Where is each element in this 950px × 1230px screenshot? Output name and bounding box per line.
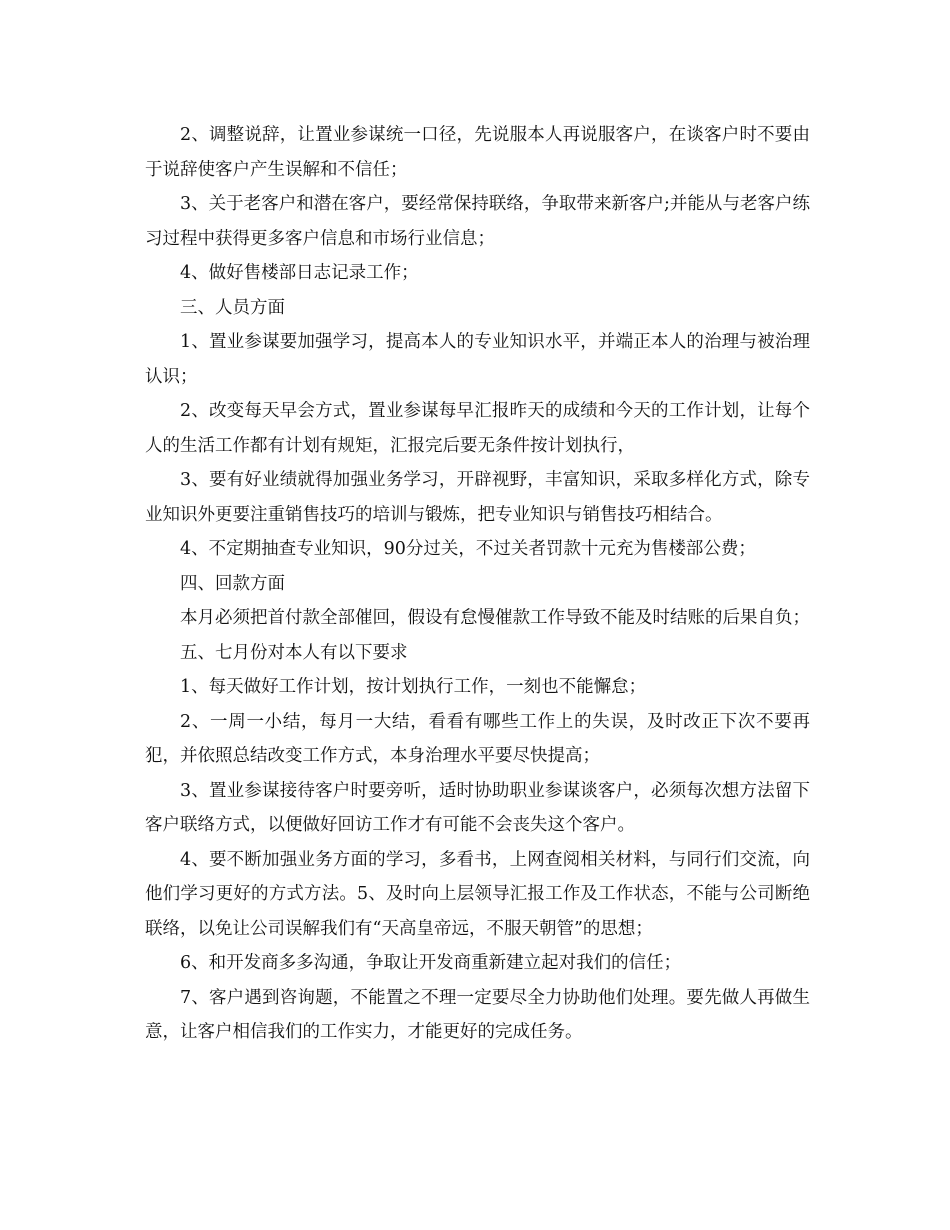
paragraph-morning-meeting: 2、改变每天早会方式，置业参谋每早汇报昨天的成绩和今天的工作计划，让每个人的生活工作都有计划有规矩，汇报完后要无条件按计划执行， xyxy=(145,401,810,456)
paragraph-continuous-learning: 4、要不断加强业务方面的学习，多看书，上网查阅相关材料，与同行们交流，向他们学习更好的方式方法。5、及时向上层领导汇报工作及工作状态，不能与公司断绝联络，以免让公司误解我们有“天高皇帝远，不服天朝管”的思想； xyxy=(145,849,810,939)
paragraph-knowledge-check: 4、不定期抽查专业知识，90分过关，不过关者罚款十元充为售楼部公费； xyxy=(180,539,756,559)
paragraph-developer-communication: 6、和开发商多多沟通，争取让开发商重新建立起对我们的信任； xyxy=(180,953,682,973)
paragraph-business-learning: 3、要有好业绩就得加强业务学习，开辟视野，丰富知识，采取多样化方式，除专业知识外更要注重销售技巧的培训与锻炼，把专业知识与销售技巧相结合。 xyxy=(145,470,810,525)
document-body xyxy=(145,118,810,1050)
section-heading-personnel: 三、人员方面 xyxy=(180,297,285,318)
section-heading-july-requirements: 五、七月份对本人有以下要求 xyxy=(180,642,408,663)
paragraph-weekly-summary: 2、一周一小结，每月一大结，看看有哪些工作上的失误，及时改正下次不要再犯，并依照总结改变工作方式，本身治理水平要尽快提高； xyxy=(145,711,810,766)
section-heading-payment: 四、回款方面 xyxy=(180,573,285,594)
paragraph-log-records: 4、做好售楼部日志记录工作； xyxy=(180,263,419,283)
paragraph-down-payment: 本月必须把首付款全部催回，假设有怠慢催款工作导致不能及时结账的后果自负； xyxy=(180,608,810,628)
paragraph-strengthen-learning: 1、置业参谋要加强学习，提高本人的专业知识水平，并端正本人的治理与被治理认识； xyxy=(145,332,810,387)
paragraph-adjust-script: 2、调整说辞，让置业参谋统一口径，先说服本人再说服客户，在谈客户时不要由于说辞使客户产生误解和不信任； xyxy=(145,125,810,180)
paragraph-old-customers: 3、关于老客户和潜在客户，要经常保持联络，争取带来新客户;并能从与老客户练习过程中获得更多客户信息和市场行业信息； xyxy=(145,194,810,249)
paragraph-reception: 3、置业参谋接待客户时要旁听，适时协助职业参谋谈客户，必须每次想方法留下客户联络方式，以便做好回访工作才有可能不会丧失这个客户。 xyxy=(145,780,810,835)
paragraph-daily-plan: 1、每天做好工作计划，按计划执行工作，一刻也不能懈怠； xyxy=(180,677,647,697)
paragraph-customer-issues: 7、客户遇到咨询题，不能置之不理一定要尽全力协助他们处理。要先做人再做生意，让客户相信我们的工作实力，才能更好的完成任务。 xyxy=(145,987,810,1042)
